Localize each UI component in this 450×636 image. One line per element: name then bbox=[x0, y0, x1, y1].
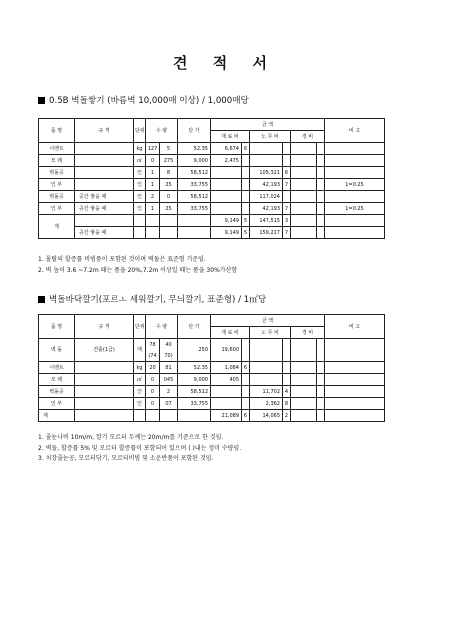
table-row bbox=[39, 179, 385, 191]
col-header-qty: 수 량 bbox=[146, 315, 178, 339]
cell-labor: 14,065 bbox=[250, 410, 283, 422]
col-header-name: 품 명 bbox=[39, 119, 75, 143]
cell-unit: 인 bbox=[134, 203, 146, 215]
section1-heading-text: 0.5B 벽돌쌓기 (바름벽 10,000매 이상) / 1,000매당 bbox=[49, 96, 249, 106]
cell-price: 58,512 bbox=[178, 386, 211, 398]
cell-price: 9,000 bbox=[178, 374, 211, 386]
cell-remark bbox=[325, 143, 385, 155]
cell-labor bbox=[250, 143, 283, 155]
cell-expense bbox=[291, 191, 317, 203]
cell-material bbox=[211, 398, 242, 410]
col-header-amount: 금 액 bbox=[211, 119, 325, 131]
cell-qty-int: 0 bbox=[146, 155, 160, 167]
cell-name: 벽돌공 bbox=[39, 191, 75, 203]
section2-notes bbox=[38, 433, 241, 465]
cell-qty-dec: 8 bbox=[160, 167, 178, 179]
cell-qty-dec: 70) bbox=[160, 350, 178, 362]
cell-unit: 매 bbox=[134, 339, 146, 362]
cell-labor-dec: 8 bbox=[283, 398, 291, 410]
cell-price: 58,512 bbox=[178, 191, 211, 203]
cell-price: 52.35 bbox=[178, 143, 211, 155]
cell-spec bbox=[75, 155, 134, 167]
cell-material: 21,089 bbox=[211, 410, 242, 422]
cell-labor-dec: 6 bbox=[283, 167, 291, 179]
note-line: 2. 벽 높이 3.6 ~7.2m 때는 품을 20%,7.2m 이상일 때는 품을 30%가산함 bbox=[38, 266, 238, 274]
cell-qty-int: 0 bbox=[146, 386, 160, 398]
cell-price: 33,755 bbox=[178, 179, 211, 191]
cell-price: 52.35 bbox=[178, 362, 211, 374]
cell-expense bbox=[291, 167, 317, 179]
cell-material bbox=[211, 386, 242, 398]
cell-labor: 159,217 bbox=[250, 227, 283, 239]
cell-labor-dec bbox=[283, 374, 291, 386]
cell-expense-dec bbox=[317, 179, 325, 191]
cell-price: 33,755 bbox=[178, 398, 211, 410]
cell-labor: 117,024 bbox=[250, 191, 283, 203]
table-row bbox=[39, 155, 385, 167]
cell-material-dec: 6 bbox=[242, 410, 250, 422]
cell-material-dec bbox=[242, 203, 250, 215]
cell-material-dec bbox=[242, 167, 250, 179]
cell-spec bbox=[75, 374, 134, 386]
table-row bbox=[39, 191, 385, 203]
cell-material-dec: 6 bbox=[242, 143, 250, 155]
col-header-remark: 비 고 bbox=[325, 119, 385, 143]
cell-labor-dec bbox=[283, 191, 291, 203]
cell-unit: 인 bbox=[134, 386, 146, 398]
cell-labor-dec: 2 bbox=[283, 410, 291, 422]
cell-material-dec bbox=[242, 386, 250, 398]
cell-spec bbox=[75, 386, 134, 398]
section2-table bbox=[38, 314, 385, 422]
cell-name: 벽돌공 bbox=[39, 167, 75, 179]
section2-heading bbox=[38, 293, 266, 305]
col-header-qty: 수 량 bbox=[146, 119, 178, 143]
cell-spec bbox=[75, 362, 134, 374]
cell-labor-dec: 3 bbox=[283, 215, 291, 227]
cell-expense-dec bbox=[317, 167, 325, 179]
cell-qty-dec: 25 bbox=[160, 179, 178, 191]
col-header-material: 재 료 비 bbox=[211, 131, 250, 143]
cell-name: 모 래 bbox=[39, 374, 75, 386]
cell-material bbox=[211, 179, 242, 191]
note-line: 3. 치장줄눈공, 모르터닦기, 모르터비빔 및 소운반품이 포함된 것임. bbox=[38, 455, 214, 462]
cell-spec bbox=[75, 167, 134, 179]
cell-qty-int: 2 bbox=[146, 191, 160, 203]
col-header-unit: 단위 bbox=[134, 315, 146, 339]
cell-labor-dec bbox=[283, 143, 291, 155]
cell-labor: 42,193 bbox=[250, 203, 283, 215]
cell-labor-dec: 7 bbox=[283, 227, 291, 239]
section2-rows bbox=[39, 339, 385, 422]
cell-unit: ㎥ bbox=[134, 374, 146, 386]
cell-spec: 공간 쌓을 때 bbox=[75, 191, 134, 203]
section1-rows bbox=[39, 143, 385, 239]
cell-name: 인 부 bbox=[39, 398, 75, 410]
cell-qty-dec: 5 bbox=[160, 143, 178, 155]
cell-expense bbox=[291, 203, 317, 215]
cell-remark bbox=[325, 155, 385, 167]
note-line: 1. 줄눈나비 10m/m, 깔기 모르터 두께는 20m/m를 기준으로 한 것임. bbox=[38, 434, 224, 441]
col-header-expense: 경 비 bbox=[291, 327, 325, 339]
cell-price: 58,512 bbox=[178, 167, 211, 179]
cell-qty-dec: 045 bbox=[160, 374, 178, 386]
cell-qty-dec: 2 bbox=[160, 386, 178, 398]
cell-qty-int: 20 bbox=[146, 362, 160, 374]
cell-price: 33,755 bbox=[178, 203, 211, 215]
cell-spec bbox=[75, 398, 134, 410]
cell-material: 1,084 bbox=[211, 362, 242, 374]
cell-qty-int: 1 bbox=[146, 167, 160, 179]
cell-unit: kg bbox=[134, 143, 146, 155]
cell-qty-dec: 40 bbox=[160, 339, 178, 351]
cell-name: 시멘트 bbox=[39, 362, 75, 374]
cell-labor-dec: 7 bbox=[283, 179, 291, 191]
cell-material-dec bbox=[242, 398, 250, 410]
square-bullet-icon bbox=[38, 296, 45, 303]
cell-qty-dec: 07 bbox=[160, 398, 178, 410]
col-header-expense: 경 비 bbox=[291, 131, 325, 143]
section1-table bbox=[38, 118, 385, 239]
cell-expense bbox=[291, 179, 317, 191]
cell-material bbox=[211, 203, 242, 215]
cell-qty-dec: 0 bbox=[160, 191, 178, 203]
cell-material: 6,674 bbox=[211, 143, 242, 155]
total-row bbox=[39, 410, 385, 422]
cell-material: 9,149 bbox=[211, 215, 242, 227]
table-row bbox=[39, 143, 385, 155]
col-header-spec: 규 격 bbox=[75, 315, 134, 339]
cell-name: 인 부 bbox=[39, 203, 75, 215]
cell-price: 250 bbox=[178, 339, 211, 362]
page-title: 견 적 서 bbox=[173, 54, 277, 72]
total-row bbox=[39, 227, 385, 239]
cell-labor: 147,515 bbox=[250, 215, 283, 227]
cell-expense-dec bbox=[317, 191, 325, 203]
cell-qty-dec: 25 bbox=[160, 203, 178, 215]
cell-total-label: 계 bbox=[39, 410, 75, 422]
col-header-labor: 노 무 비 bbox=[250, 327, 291, 339]
table-header-row bbox=[39, 119, 385, 131]
cell-material-dec: 5 bbox=[242, 227, 250, 239]
cell-material: 9,149 bbox=[211, 227, 242, 239]
section2-heading-text: 벽돌바닥깔기(포르ㅗ 세워깔기, 무늬깔기, 표준형) / 1㎡당 bbox=[49, 295, 267, 305]
square-bullet-icon bbox=[38, 97, 45, 104]
cell-name: 인 부 bbox=[39, 179, 75, 191]
table-row bbox=[39, 386, 385, 398]
cell-qty-dec: 81 bbox=[160, 362, 178, 374]
cell-material: 19,600 bbox=[211, 339, 242, 362]
cell-labor: 11,702 bbox=[250, 386, 283, 398]
cell-unit: 인 bbox=[134, 398, 146, 410]
cell-material-dec: 5 bbox=[242, 215, 250, 227]
cell-labor bbox=[250, 362, 283, 374]
cell-name: 모 래 bbox=[39, 155, 75, 167]
cell-qty-int: 1 bbox=[146, 203, 160, 215]
note-line: 1. 몰탈의 할증률 비빔품이 포함된 것이며 벽돌은 표준형 기준임. bbox=[38, 256, 206, 263]
cell-material-dec bbox=[242, 191, 250, 203]
table-row bbox=[39, 339, 385, 351]
cell-unit: 인 bbox=[134, 167, 146, 179]
cell-labor-dec bbox=[283, 362, 291, 374]
total-row bbox=[39, 215, 385, 227]
cell-expense-dec bbox=[317, 143, 325, 155]
col-header-remark: 비 고 bbox=[325, 315, 385, 339]
cell-name: 벽돌공 bbox=[39, 386, 75, 398]
table-row bbox=[39, 167, 385, 179]
cell-labor-dec bbox=[283, 155, 291, 167]
cell-spec: 공간 쌓을 때 bbox=[75, 203, 134, 215]
col-header-amount: 금 액 bbox=[211, 315, 325, 327]
cell-expense-dec bbox=[317, 155, 325, 167]
cell-expense-dec bbox=[317, 203, 325, 215]
cell-material-dec bbox=[242, 155, 250, 167]
cell-qty-int: 78 bbox=[146, 339, 160, 351]
cell-material-dec bbox=[242, 179, 250, 191]
cell-name: 시멘트 bbox=[39, 143, 75, 155]
table-row bbox=[39, 362, 385, 374]
cell-material: 405 bbox=[211, 374, 242, 386]
cell-unit: ㎥ bbox=[134, 155, 146, 167]
cell-remark: 1=0.25 bbox=[325, 179, 385, 191]
table-row bbox=[39, 374, 385, 386]
cell-material: 2,475 bbox=[211, 155, 242, 167]
col-header-price: 단 가 bbox=[178, 315, 211, 339]
cell-qty-dec: 275 bbox=[160, 155, 178, 167]
col-header-labor: 노 무 비 bbox=[250, 131, 291, 143]
cell-material bbox=[211, 167, 242, 179]
cell-unit: kg bbox=[134, 362, 146, 374]
cell-spec: 견출(1급) bbox=[75, 339, 134, 362]
note-line: 2. 벽돌, 할증률 5% 및 모르터 할증률이 포함되어 있으며 ( )내는 정미 수량임. bbox=[38, 444, 242, 452]
table-row bbox=[39, 203, 385, 215]
cell-qty-int: 0 bbox=[146, 398, 160, 410]
section1-heading bbox=[38, 94, 249, 106]
cell-labor: 2,362 bbox=[250, 398, 283, 410]
cell-unit: 인 bbox=[134, 179, 146, 191]
col-header-name: 품 명 bbox=[39, 315, 75, 339]
cell-name: 벽 돌 bbox=[39, 339, 75, 362]
cell-spec bbox=[75, 179, 134, 191]
cell-material-dec: 6 bbox=[242, 362, 250, 374]
cell-expense bbox=[291, 155, 317, 167]
cell-material bbox=[211, 191, 242, 203]
table-row bbox=[39, 398, 385, 410]
cell-labor: 42,193 bbox=[250, 179, 283, 191]
cell-qty-int: (74 bbox=[146, 350, 160, 362]
cell-spec bbox=[75, 215, 134, 227]
cell-total-label: 계 bbox=[39, 215, 75, 239]
cell-labor bbox=[250, 155, 283, 167]
col-header-material: 재 료 비 bbox=[211, 327, 250, 339]
cell-spec bbox=[75, 143, 134, 155]
cell-labor bbox=[250, 374, 283, 386]
cell-qty-int: 127 bbox=[146, 143, 160, 155]
cell-remark bbox=[325, 167, 385, 179]
cell-price: 9,000 bbox=[178, 155, 211, 167]
cell-remark: 1=0.25 bbox=[325, 203, 385, 215]
col-header-price: 단 가 bbox=[178, 119, 211, 143]
cell-labor: 105,321 bbox=[250, 167, 283, 179]
cell-material-dec bbox=[242, 374, 250, 386]
cell-labor-dec: 7 bbox=[283, 203, 291, 215]
cell-qty-int: 0 bbox=[146, 374, 160, 386]
cell-unit: 인 bbox=[134, 191, 146, 203]
col-header-unit: 단위 bbox=[134, 119, 146, 143]
cell-qty-int: 1 bbox=[146, 179, 160, 191]
cell-remark bbox=[325, 191, 385, 203]
table-header-row bbox=[39, 315, 385, 327]
cell-expense bbox=[291, 143, 317, 155]
cell-spec: 공간 쌓을 때 bbox=[75, 227, 134, 239]
col-header-spec: 규 격 bbox=[75, 119, 134, 143]
cell-labor-dec: 4 bbox=[283, 386, 291, 398]
section1-notes bbox=[38, 255, 237, 276]
